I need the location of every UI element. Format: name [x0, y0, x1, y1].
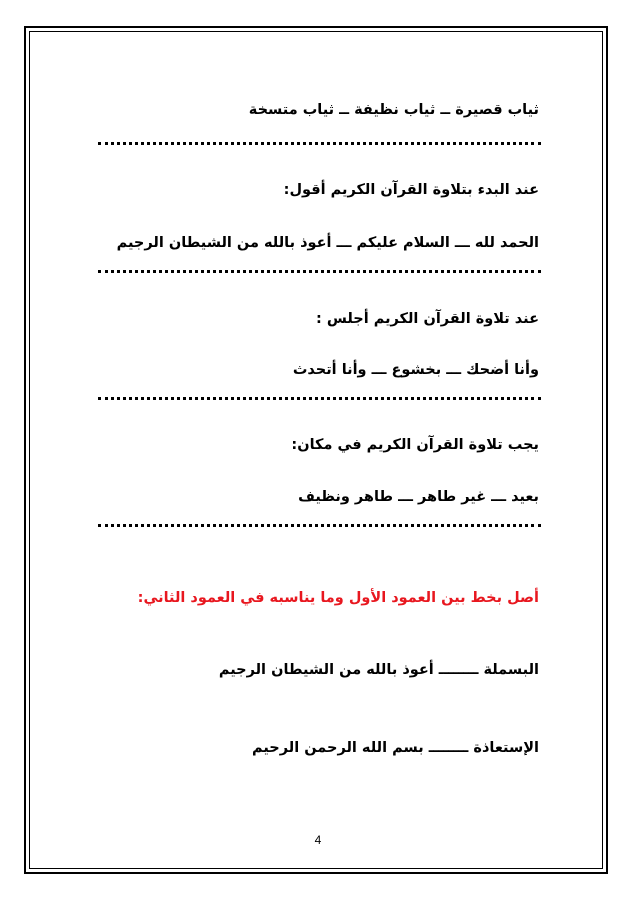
question-2-options: الحمد لله ـــ السلام عليكم ـــ أعوذ بالله من الشيطان الرجيم — [116, 235, 539, 251]
matching-row-2: الإستعاذة ــــــــ بسم الله الرحمن الرحيم — [252, 740, 539, 756]
page-number: 4 — [314, 833, 322, 847]
question-4-options: بعيد ـــ غير طاهر ـــ طاهر ونظيف — [298, 489, 539, 505]
answer-line-2 — [98, 270, 541, 273]
question-1-options: ثياب قصيرة ــ ثياب نظيفة ــ ثياب متسخة — [248, 102, 539, 118]
answer-line-3 — [98, 397, 541, 400]
answer-line-4 — [98, 524, 541, 527]
question-2-title: عند البدء بتلاوة القرآن الكريم أقول: — [283, 182, 539, 198]
answer-line-1 — [98, 142, 541, 145]
matching-heading: أصل بخط بين العمود الأول وما يناسبه في العمود الثاني: — [137, 590, 539, 606]
question-3-options: وأنا أضحك ـــ بخشوع ـــ وأنا أتحدث — [292, 362, 539, 378]
question-4-title: يجب تلاوة القرآن الكريم في مكان: — [291, 437, 539, 453]
matching-row-1: البسملة ــــــــ أعوذ بالله من الشيطان الرجيم — [218, 662, 539, 678]
question-3-title: عند تلاوة القرآن الكريم أجلس : — [315, 311, 539, 327]
